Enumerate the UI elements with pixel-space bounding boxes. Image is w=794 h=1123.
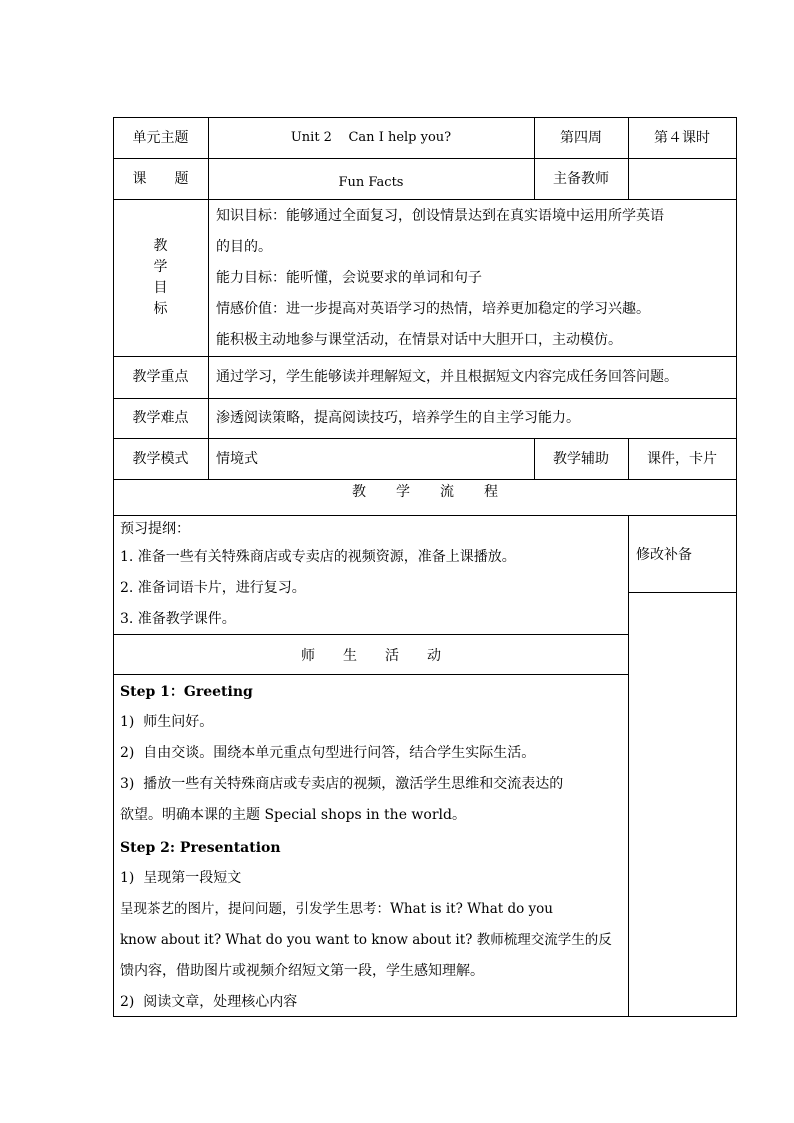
topic-value: Fun Facts: [338, 175, 404, 190]
week-label: 第四周: [560, 130, 602, 146]
step-2-item: 馈内容，借助图片或视频介绍短文第一段，学生感知理解。: [120, 963, 484, 979]
step-2-title: Step 2: Presentation: [120, 840, 281, 856]
preview-item: 1. 准备一些有关特殊商店或专卖店的视频资源，准备上课播放。: [120, 549, 516, 565]
step-2-item: 呈现茶艺的图片，提问问题，引发学生思考：What is it? What do you: [120, 901, 553, 917]
revision-notes-label: 修改补备: [636, 547, 692, 563]
teaching-aid-value: 课件，卡片: [647, 451, 717, 467]
step-2-item: 2) 阅读文章，处理核心内容: [120, 994, 298, 1010]
objectives-label-char: 目: [153, 280, 168, 296]
table-rule: [113, 438, 737, 439]
teaching-mode-label: 教学模式: [132, 451, 189, 467]
objectives-label-char: 教: [153, 238, 168, 254]
objectives-label-char: 学: [153, 259, 168, 275]
table-border-top: [113, 117, 737, 118]
objective-line: 的目的。: [216, 239, 272, 255]
table-col-divider: [208, 117, 209, 479]
preview-item: 3. 准备教学课件。: [120, 611, 236, 627]
table-rule: [113, 479, 737, 480]
teaching-aid-label: 教学辅助: [553, 451, 609, 467]
table-col-divider: [628, 515, 629, 1016]
table-rule: [113, 515, 737, 516]
teaching-focus-label: 教学重点: [132, 369, 189, 385]
step-1-item: 2) 自由交谈。围绕本单元重点句型进行问答，结合学生实际生活。: [120, 745, 536, 761]
table-rule: [113, 634, 629, 635]
step-2-item: know about it? What do you want to know about it? 教师梳理交流学生的反: [120, 932, 612, 948]
teacher-student-activity-title: 师生活动: [301, 648, 469, 664]
objective-line: 情感价值：进一步提高对英语学习的热情，培养更加稳定的学习兴趣。: [216, 301, 650, 317]
lesson-number: 第４课时: [654, 130, 710, 146]
unit-theme-value: Unit 2 Can I help you?: [290, 130, 452, 145]
step-1-item: 1) 师生问好。: [120, 714, 214, 730]
step-1-title: Step 1：Greeting: [120, 684, 253, 700]
teaching-focus-value: 通过学习，学生能够读并理解短文，并且根据短文内容完成任务回答问题。: [216, 369, 678, 385]
topic-label: 课 题: [132, 171, 189, 187]
table-border-right: [736, 117, 737, 1017]
objective-line: 知识目标：能够通过全面复习，创设情景达到在真实语境中运用所学英语: [216, 208, 664, 224]
step-1-item: 欲望。明确本课的主题 Special shops in the world。: [120, 807, 466, 823]
teaching-difficulty-label: 教学难点: [132, 410, 189, 426]
preview-title: 预习提纲：: [120, 521, 190, 537]
objective-line: 能积极主动地参与课堂活动，在情景对话中大胆开口，主动模仿。: [216, 332, 622, 348]
preview-item: 2. 准备词语卡片，进行复习。: [120, 580, 306, 596]
table-border-bottom: [113, 1016, 737, 1017]
step-2-item: 1) 呈现第一段短文: [120, 870, 242, 886]
table-rule: [113, 199, 737, 200]
unit-theme-label: 单元主题: [132, 130, 189, 146]
objective-line: 能力目标：能听懂，会说要求的单词和句子: [216, 270, 482, 286]
table-rule: [113, 398, 737, 399]
objectives-label-char: 标: [153, 301, 168, 317]
teaching-difficulty-value: 渗透阅读策略，提高阅读技巧，培养学生的自主学习能力。: [216, 410, 580, 426]
table-rule: [628, 592, 737, 593]
step-1-item: 3) 播放一些有关特殊商店或专卖店的视频，激活学生思维和交流表达的: [120, 776, 564, 792]
teaching-mode-value: 情境式: [216, 451, 258, 467]
table-rule: [113, 356, 737, 357]
table-rule: [113, 158, 737, 159]
table-rule: [113, 674, 629, 675]
teaching-flow-title: 教学流程: [352, 484, 528, 500]
lead-teacher-label: 主备教师: [553, 171, 609, 187]
